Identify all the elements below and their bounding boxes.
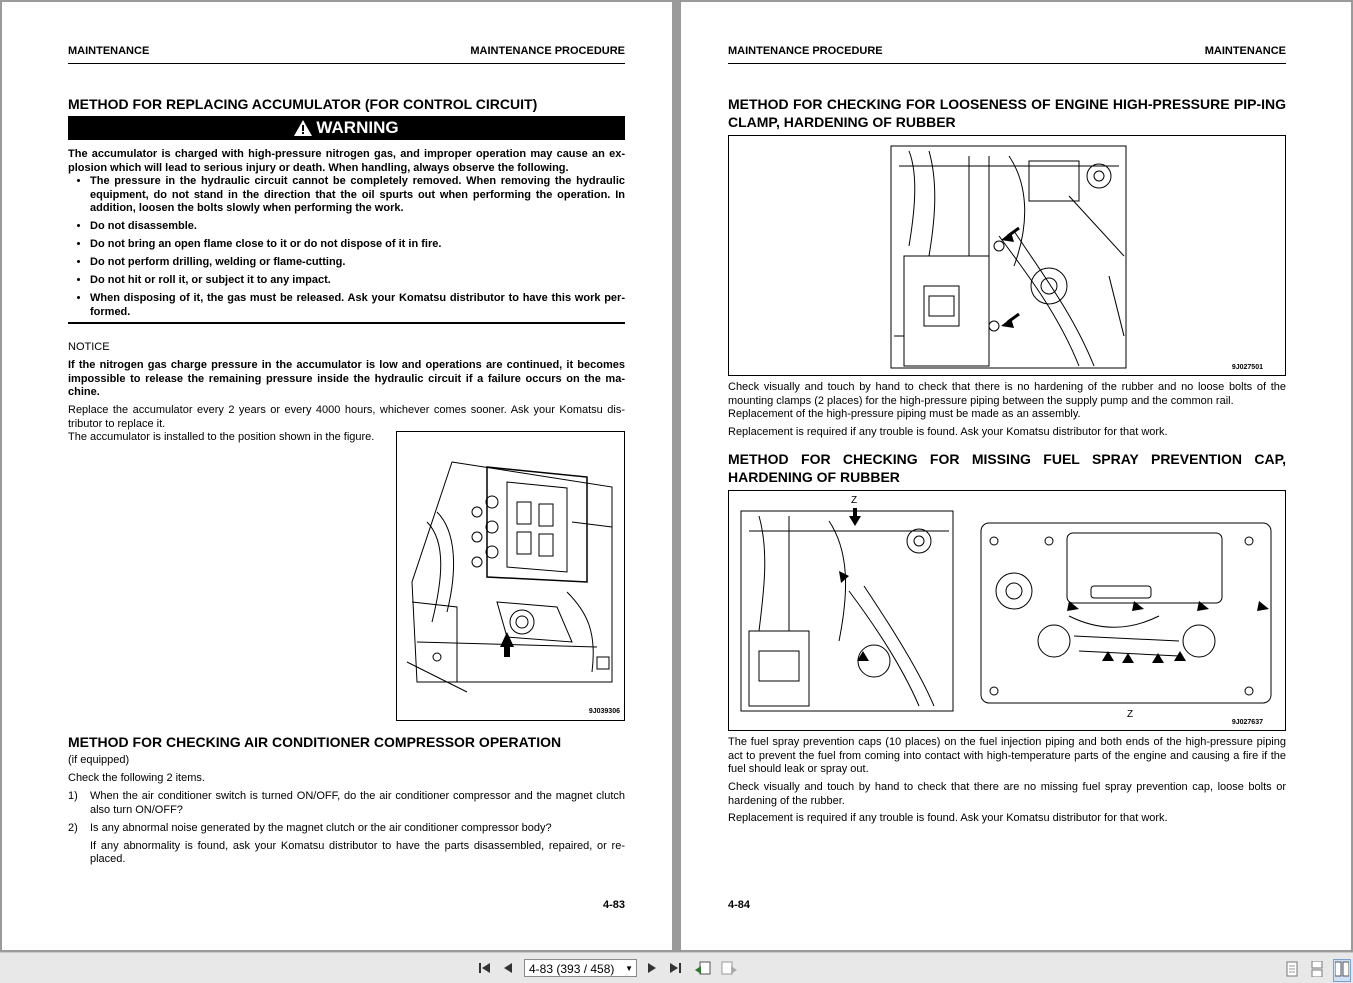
next-view-button[interactable]	[720, 961, 738, 980]
section-title-fuel-spray-cap: METHOD FOR CHECKING FOR MISSING FUEL SPRAY PREVENTION CAP, HARDENING OF RUBBER	[728, 451, 1286, 485]
clamp-para-3: Replacement is required if any trouble is found. Ask your Komatsu distributor for that work.	[728, 426, 1168, 438]
fuel-spray-illustration	[729, 491, 1285, 730]
list-item	[68, 790, 625, 817]
warning-bullet: • Do not bring an open flame close to it or do not dispose of it in fire.	[90, 238, 625, 252]
first-page-icon	[478, 961, 492, 975]
single-page-icon	[1285, 961, 1299, 977]
installed-text: The accumulator is installed to the position shown in the figure.	[68, 431, 375, 443]
warning-label: WARNING	[316, 118, 399, 137]
header-rule	[68, 63, 625, 64]
page-number: 4-83	[602, 899, 625, 911]
clamp-para-2: Replacement of the high-pressure piping must be made as an assembly.	[728, 408, 1081, 420]
fuel-spray-figure	[728, 490, 1286, 731]
item-number: 2)	[68, 821, 78, 834]
warning-intro: The accumulator is charged with high-pressure nitrogen gas, and improper operation may cause an ex-plosion which will lead to serious injury or death. When handling, always observe the following.	[68, 148, 625, 174]
engine-clamp-illustration	[729, 136, 1285, 375]
continuous-view-button[interactable]	[1310, 961, 1324, 980]
abnormality-row	[68, 840, 625, 867]
figure-code: 9J039306	[588, 708, 620, 715]
last-page-icon	[668, 961, 682, 975]
facing-pages-icon	[1335, 961, 1349, 977]
notice-text: If the nitrogen gas charge pressure in the accumulator is low and operations are continued, it becomes impossible to release the remaining pressure inside the hydraulic circuit if a failure occurs on the ma-chine.	[68, 359, 625, 398]
notice-label: NOTICE	[68, 341, 110, 353]
figure-code: 9J027637	[1231, 719, 1263, 726]
spray-para-3: Replacement is required if any trouble is found. Ask your Komatsu distributor for that work.	[728, 812, 1168, 824]
previous-page-button[interactable]	[502, 961, 514, 978]
single-page-view-button[interactable]	[1285, 961, 1299, 980]
previous-page-icon	[502, 961, 514, 975]
header-right: MAINTENANCE PROCEDURE	[470, 45, 625, 57]
continuous-page-icon	[1310, 961, 1324, 977]
check-items	[68, 790, 625, 871]
page-number: 4-84	[728, 899, 751, 911]
section-title-air-conditioner: METHOD FOR CHECKING AIR CONDITIONER COMPRESSOR OPERATION	[68, 734, 562, 750]
warning-triangle-icon	[294, 120, 312, 136]
warning-bullet: • Do not hit or roll it, or subject it to any impact.	[90, 274, 625, 288]
facing-view-button[interactable]	[1333, 959, 1351, 982]
warning-bullet: • The pressure in the hydraulic circuit cannot be completely removed. When removing the hydraulic equipment, do not stand in the direction that the oil spurts out when performing the operation. In addition, loosen the bolts slowly when performing the work.	[90, 175, 625, 216]
check-text: Check the following 2 items.	[68, 772, 205, 784]
warning-bullet: • Do not perform drilling, welding or flame-cutting.	[90, 256, 625, 270]
figure-code: 9J027501	[1231, 364, 1263, 371]
abnormality-text: If any abnormality is found, ask your Komatsu distributor to have the parts disassembled, repaired, or re-placed.	[90, 839, 625, 865]
header-left: MAINTENANCE	[68, 45, 150, 57]
replace-text: Replace the accumulator every 2 years or every 4000 hours, whichever comes sooner. Ask your Komatsu dis-tributor to replace it.	[68, 404, 625, 430]
accumulator-illustration	[397, 432, 624, 720]
warning-rule	[68, 322, 625, 324]
label-z-bottom: Z	[1127, 709, 1134, 720]
item-text: Is any abnormal noise generated by the magnet clutch or the air conditioner compressor body?	[90, 821, 552, 834]
warning-bar	[68, 116, 625, 140]
header-right: MAINTENANCE	[1204, 45, 1286, 57]
section-title-accumulator: METHOD FOR REPLACING ACCUMULATOR (FOR CONTROL CIRCUIT)	[68, 96, 538, 112]
accumulator-figure	[396, 431, 625, 721]
item-text: When the air conditioner switch is turned ON/OFF, do the air conditioner compressor and the magnet clutch also turn ON/OFF?	[90, 790, 625, 816]
warning-bullets	[68, 175, 625, 324]
spray-para-1: The fuel spray prevention caps (10 places) on the fuel injection piping and both ends of the high-pressure piping act to prevent the fuel from coming into contact with high-temperature parts of the engine and causing a fire if the fuel should leak or spray out.	[728, 736, 1286, 775]
next-page-icon	[646, 961, 658, 975]
engine-clamp-figure	[728, 135, 1286, 376]
first-page-button[interactable]	[478, 961, 492, 978]
warning-bullet: • When disposing of it, the gas must be released. Ask your Komatsu distributor to have this work per-formed.	[90, 292, 625, 319]
next-page-button[interactable]	[646, 961, 658, 978]
previous-view-button[interactable]	[694, 961, 712, 980]
if-equipped: (if equipped)	[68, 754, 130, 766]
warning-bullet: • Do not disassemble.	[90, 220, 625, 234]
last-page-button[interactable]	[668, 961, 682, 978]
header-rule	[728, 63, 1286, 64]
page-number-display: 4-83 (393 / 458)	[529, 962, 615, 976]
right-page	[681, 2, 1351, 950]
page-number-field[interactable]	[524, 959, 637, 977]
left-page	[2, 2, 672, 950]
header-left: MAINTENANCE PROCEDURE	[728, 45, 883, 57]
previous-view-icon	[694, 961, 712, 977]
next-view-icon	[720, 961, 738, 977]
chevron-down-icon[interactable]: ▼	[625, 964, 633, 973]
item-number: 1)	[68, 790, 78, 802]
viewer-toolbar	[0, 952, 1353, 983]
label-z-top: Z	[851, 495, 858, 506]
section-title-high-pressure-clamp: METHOD FOR CHECKING FOR LOOSENESS OF ENGINE HIGH-PRESSURE PIP-ING CLAMP, HARDENING OF RUBBER	[728, 96, 1286, 130]
clamp-para-1: Check visually and touch by hand to check that there is no hardening of the rubber and no loose bolts of the mounting clamps (2 places) for the high-pressure piping between the supply pump and the common rail.	[728, 381, 1286, 407]
list-item	[68, 822, 625, 836]
spray-para-2: Check visually and touch by hand to check that there are no missing fuel spray prevention cap, loose bolts or hardening of the rubber.	[728, 781, 1286, 807]
